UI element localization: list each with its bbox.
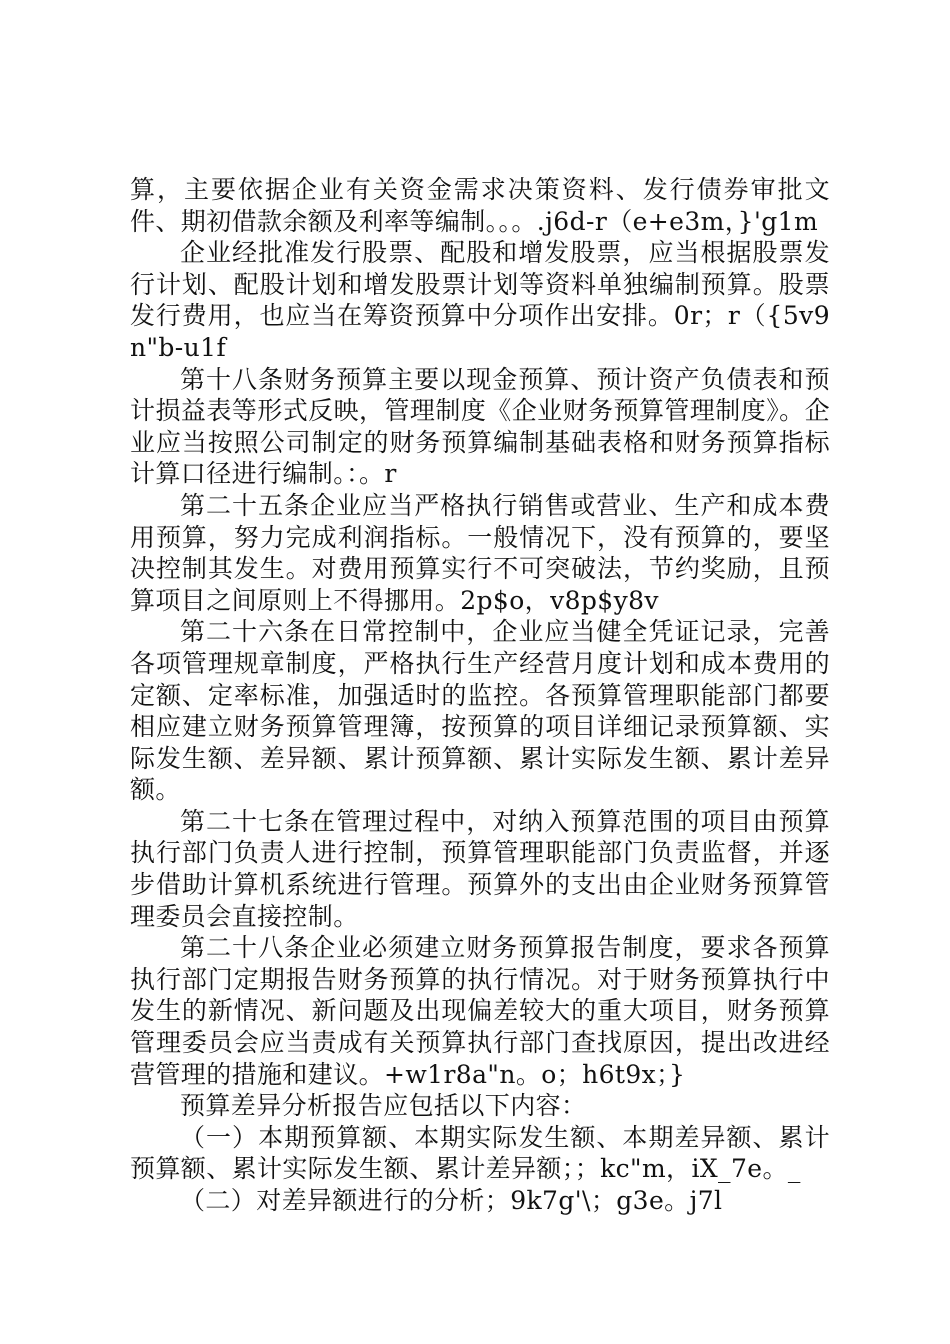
- paragraph-item-1: （一）本期预算额、本期实际发生额、本期差异额、累计预算额、累计实际发生额、累计差异额；；kc"m，iX_7e。_: [130, 1122, 830, 1184]
- document-body: [130, 174, 830, 1217]
- paragraph-article-25: 第二十五条企业应当严格执行销售或营业、生产和成本费用预算，努力完成利润指标。一般情况下，没有预算的，要坚决控制其发生。对费用预算实行不可突破法，节约奖励，且预算项目之间原则上不得挪用。2p$o，v8p$y8v: [130, 490, 830, 615]
- paragraph-item-2: （二）对差异额进行的分析；9k7g'\；g3e。j7l: [180, 1186, 723, 1215]
- paragraph-continuation: 算，主要依据企业有关资金需求决策资料、发行债券审批文件、期初借款余额及利率等编制。。。.j6d-r（e+e3m，}'g1m: [130, 175, 830, 236]
- paragraph-article-27: 第二十七条在管理过程中，对纳入预算范围的项目由预算执行部门负责人进行控制，预算管理职能部门负责监督，并逐步借助计算机系统进行管理。预算外的支出由企业财务预算管理委员会直接控制。: [130, 806, 830, 931]
- paragraph-article-28: 第二十八条企业必须建立财务预算报告制度，要求各预算执行部门定期报告财务预算的执行情况。对于财务预算执行中发生的新情况、新问题及出现偏差较大的重大项目，财务预算管理委员会应当责成有关预算执行部门查找原因，提出改进经营管理的措施和建议。+w1r8a"n。o；h6t9x；}: [130, 933, 830, 1089]
- paragraph-stock-issuance: 企业经批准发行股票、配股和增发股票，应当根据股票发行计划、配股计划和增发股票计划等资料单独编制预算。股票发行费用，也应当在筹资预算中分项作出安排。0r；r（{5v9n"b-u1f: [130, 238, 830, 362]
- paragraph-article-26: 第二十六条在日常控制中，企业应当健全凭证记录，完善各项管理规章制度，严格执行生产经营月度计划和成本费用的定额、定率标准，加强适时的监控。各预算管理职能部门都要相应建立财务预算管理簿，按预算的项目详细记录预算额、实际发生额、差异额、累计预算额、累计实际发生额、累计差异额。: [130, 617, 830, 805]
- paragraph-article-18: 第十八条财务预算主要以现金预算、预计资产负债表和预计损益表等形式反映，管理制度《企业财务预算管理制度》。企业应当按照公司制定的财务预算编制基础表格和财务预算指标计算口径进行编制。：。r: [130, 364, 830, 489]
- paragraph-report-contents: 预算差异分析报告应包括以下内容：: [180, 1091, 587, 1121]
